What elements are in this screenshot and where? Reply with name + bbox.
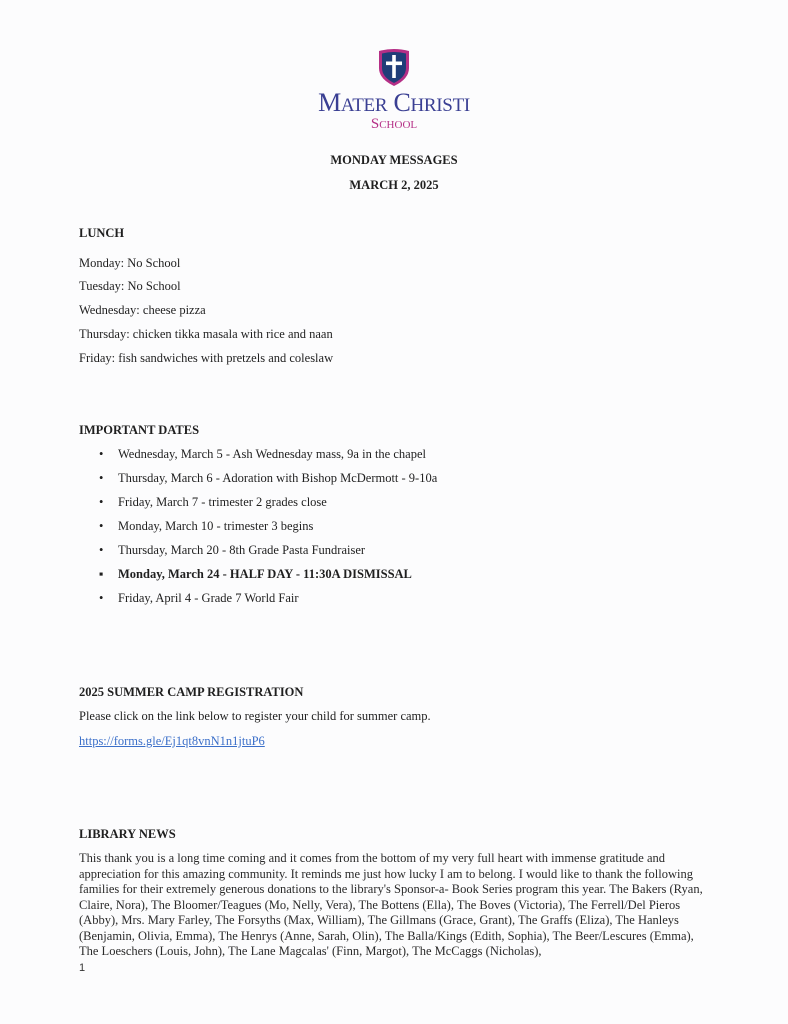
bullet-icon: • [99, 447, 104, 461]
logo-subtitle: SCHOOL [370, 116, 418, 132]
page-number: 1 [79, 962, 86, 974]
lunch-item: Monday: No School [79, 256, 181, 270]
registration-link[interactable]: https://forms.gle/Ej1qt8vnN1n1jtuP6 [79, 734, 265, 748]
logo-wordmark: MATER CHRISTI [318, 88, 470, 117]
lunch-item: Tuesday: No School [79, 279, 181, 293]
bullet-icon: • [99, 543, 104, 557]
lunch-item: Thursday: chicken tikka masala with rice and naan [79, 327, 333, 341]
lunch-heading: LUNCH [79, 226, 125, 240]
library-news-text: This thank you is a long time coming and it comes from the bottom of my very full heart with immense gratitude and appreciation for this amazing community. It reminds me just how lucky I am to belong. I would like to thank the following families for their extremely generous donations to the library's Sponsor-a- Book Series program this year. The Bakers (Ryan, Claire, Nora), The Bloomer/Teagues (Mo, Nelly, Vera), The Bottens (Ella), The Boves (Victoria), The Ferrell/Del Pieros (Abby), Mrs. Mary Farley, The Forsyths (Max, William), The Gillmans (Grace, Grant), The Graffs (Eliza), The Hanleys (Benjamin, Olivia, Emma), The Henrys (Anne, Sarah, Olin), The Balla/Kings (Edith, Sophia), The Beer/Lescures (Emma), The Loeschers (Louis, John), The Lane Magcalas' (Finn, Margot), The McCaggs (Nicholas), [79, 851, 703, 958]
lunch-item: Wednesday: cheese pizza [79, 303, 206, 317]
square-bullet-icon: ▪ [99, 567, 104, 581]
document-date: MARCH 2, 2025 [349, 178, 439, 192]
school-logo [0, 48, 788, 132]
lunch-item: Friday: fish sandwiches with pretzels and coleslaw [79, 351, 334, 365]
document-page: MATER CHRISTI SCHOOL MONDAY MESSAGES MARCH 2, 2025 LUNCH Monday: No School Tuesday: No School Wednesday: cheese pizza Thursday: chicken tikka masala with rice and naan Friday: fish sandwiches with pretzels and coleslaw IMPORTANT DATES • Wednesday, March 5 - Ash Wednesday mass, 9a in the chapel • Thursday, March 6 - Adoration with Bishop McDermott - 9-10a • Friday, March 7 - trimester 2 grades close • Monday, March 10 - trimester 3 begins • Thursday, March 20 - 8th Grade Pasta Fundraiser ▪ Monday, March 24 - HALF DAY - 11:30A DISMISSAL • Friday, April 4 - Grade 7 World Fair 2025 SUMMER CAMP REGISTRATION Please click on the link below to register your child for summer camp. https://forms.gle/Ej1qt8vnN1n1jtuP6 LIBRARY NEWS This thank you is a long time coming and it comes from the bottom of my very full heart with immense gratitude and appreciation for this amazing community. It reminds me just how lucky I am to belong. I would like to thank the following families for their extremely generous donations to the library's Sponsor-a- Book Series program this year. The Bakers (Ryan, Claire, Nora), The Bloomer/Teagues (Mo, Nelly, Vera), The Bottens (Ella), The Boves (Victoria), The Ferrell/Del Pieros (Abby), Mrs. Mary Farley, The Forsyths (Max, William), The Gillmans (Grace, Grant), The Graffs (Eliza), The Hanleys (Benjamin, Olivia, Emma), The Henrys (Anne, Sarah, Olin), The Balla/Kings (Edith, Sophia), The Beer/Lescures (Emma), The Loeschers (Louis, John), The Lane Magcalas' (Finn, Margot), The McCaggs (Nicholas), 1 [0, 0, 788, 1024]
bullet-icon: • [99, 591, 104, 605]
document-title: MONDAY MESSAGES [330, 153, 458, 167]
summer-camp-text: Please click on the link below to register your child for summer camp. [79, 709, 431, 723]
bullet-icon: • [99, 471, 104, 485]
library-news-heading: LIBRARY NEWS [79, 827, 176, 841]
bullet-icon: • [99, 519, 104, 533]
shield-cross-icon [376, 48, 412, 88]
summer-camp-link-wrap [79, 734, 265, 749]
summer-camp-heading: 2025 SUMMER CAMP REGISTRATION [79, 685, 304, 699]
bullet-icon: • [99, 495, 104, 509]
important-dates-heading: IMPORTANT DATES [79, 423, 200, 437]
